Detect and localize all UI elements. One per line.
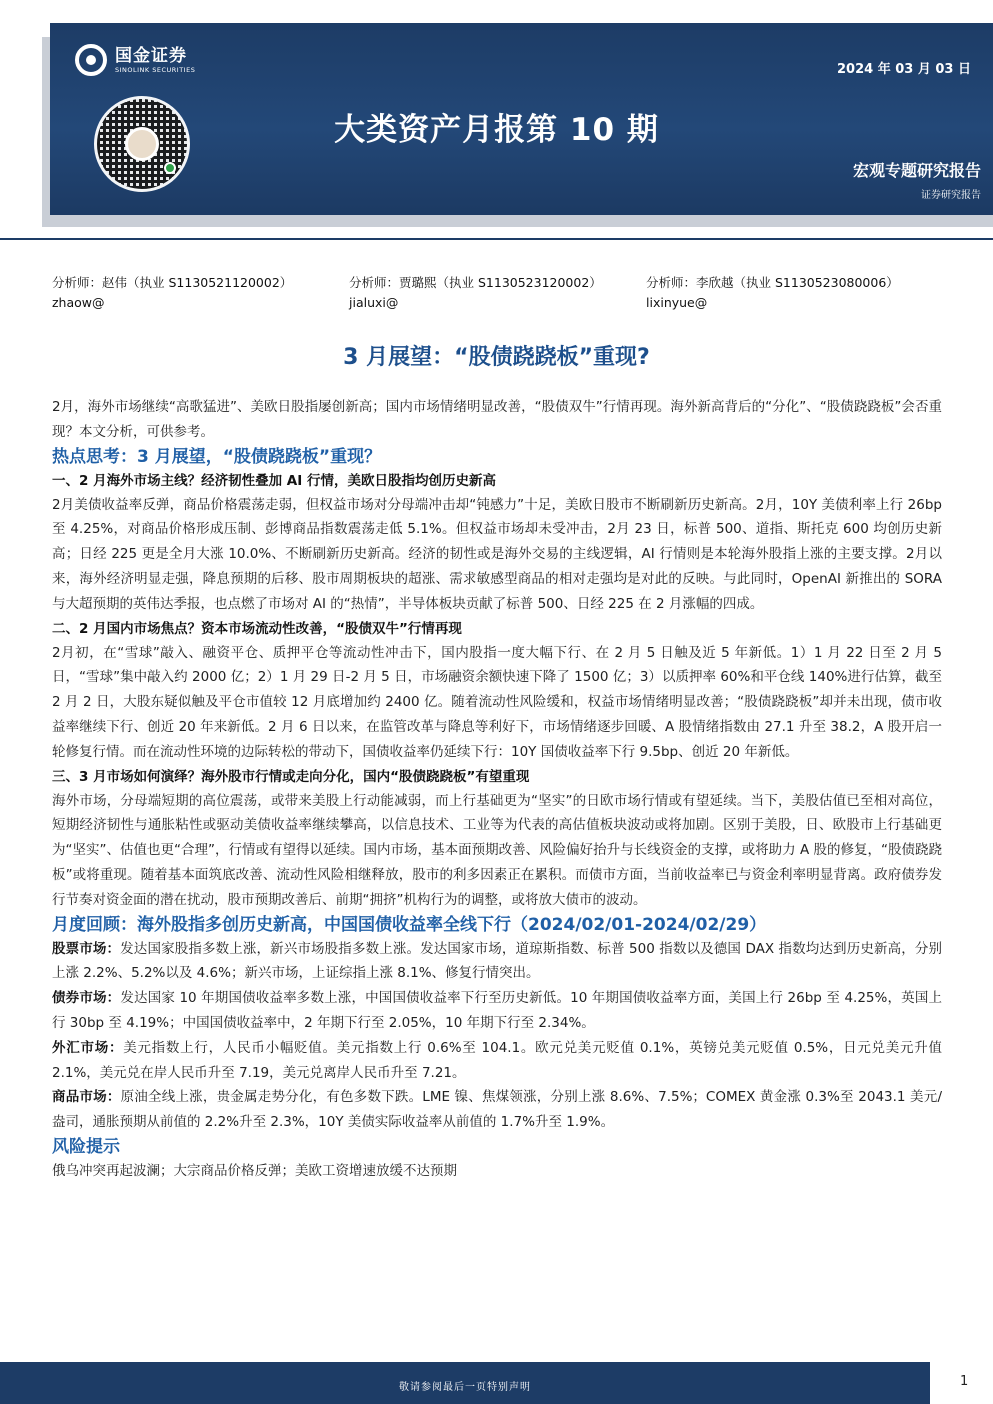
analyst-1	[52, 273, 292, 313]
review-text: 原油全线上涨，贵金属走势分化，有色多数下跌。LME 镍、焦煤领涨，分别上涨 8.6%、7.5%；COMEX 黄金涨 0.3%至 2043.1 美元/盎司，通胀预期从前值的 2.2%升至 2.3%，10Y 美债实际收益率从前值的 1.7%升至 1.9%。	[52, 1089, 942, 1131]
analyst-email: lixinyue@	[646, 295, 708, 310]
review-item-commodities	[52, 1085, 942, 1135]
header-rule	[0, 238, 993, 240]
report-body	[52, 395, 942, 1184]
report-subtype: 证券研究报告	[921, 190, 981, 201]
review-lead: 债券市场：	[52, 990, 121, 1007]
report-type: 宏观专题研究报告	[852, 161, 981, 180]
monthly-review-heading: 月度回顾：海外股指多创历史新高，中国国债收益率全线下行（2024/02/01-2024/02/29）	[52, 914, 767, 935]
risk-text: 俄乌冲突再起波澜；大宗商品价格反弹；美欧工资增速放缓不达预期	[52, 1162, 457, 1179]
review-lead: 股票市场：	[52, 940, 121, 957]
section-2-heading: 二、2 月国内市场焦点？资本市场流动性改善，“股债双牛”行情再现	[52, 620, 462, 637]
analyst-email: zhaow@	[52, 295, 105, 310]
review-text: 发达国家股指多数上涨，新兴市场股指多数上涨。发达国家市场，道琼斯指数、标普 500 指数以及德国 DAX 指数均达到历史新高，分别上涨 2.2%、5.2%以及 4.6%；新兴市场，上证综指上涨 8.1%、修复行情突出。	[52, 940, 942, 982]
review-text: 发达国家 10 年期国债收益率多数上涨，中国国债收益率下行至历史新低。10 年期国债收益率方面，美国上行 26bp 至 4.25%，英国上行 30bp 至 4.19%；中国国债收益率中，2 年期下行至 2.05%，10 年期下行至 2.34%。	[52, 990, 943, 1031]
intro-paragraph: 2月，海外市场继续“高歌猛进”、美欧日股指屡创新高；国内市场情绪明显改善，“股债双牛”行情再现。海外新高背后的“分化”、“股债跷跷板”会否重现？本文分析，可供参考。	[52, 399, 942, 440]
review-lead: 商品市场：	[52, 1089, 121, 1106]
section-1-heading: 一、2 月海外市场主线？经济韧性叠加 AI 行情，美欧日股指均创历史新高	[52, 472, 496, 489]
analyst-list	[52, 273, 952, 313]
mini-program-icon	[164, 162, 176, 174]
review-item-fx	[52, 1036, 942, 1086]
risk-heading: 风险提示	[52, 1136, 120, 1157]
page-number: 1	[960, 1374, 969, 1389]
footer-disclaimer: 敬请参阅最后一页特别声明	[399, 1382, 531, 1393]
analyst-2	[349, 273, 602, 313]
report-date: 2024 年 03 月 03 日	[837, 62, 971, 77]
document-title: 3 月展望：“股债跷跷板”重现?	[343, 345, 650, 370]
logo-icon	[75, 44, 107, 76]
analyst-info: 分析师：贾璐熙（执业 S1130523120002）	[349, 275, 602, 290]
analyst-info: 分析师：赵伟（执业 S1130521120002）	[52, 275, 293, 290]
logo-name-en: SINOLINK SECURITIES	[115, 65, 196, 74]
section-2-body: 2月初，在“雪球”敲入、融资平仓、质押平仓等流动性冲击下，国内股指一度大幅下行、在 2 月 5 日触及近 5 年新低。1）1 月 22 日至 2 月 5 日，“雪球”集中敲入约 2000 亿；2）1 月 29 日-2 月 5 日，市场融资余额快速下降了 1500 亿；3）以质押率 60%和平仓线 140%进行估算，截至 2 月 2 日，大股东疑似触及平仓市值较 12 月底增加约 2400 亿。随着流动性风险缓和，权益市场情绪明显改善；“股债跷跷板”却并未出现，债市收益率继续下行、创近 20 年来新低。2 月 6 日以来，在监管改革与降息等利好下，市场情绪逐步回暖、A 股情绪指数由 27.1 升至 38.2，A 股开启一轮修复行情。而在流动性环境的边际转松的带动下，国债收益率仍延续下行：10Y 国债收益率下行 9.5bp、创近 20 年新低。	[52, 644, 942, 760]
section-3-body: 海外市场，分母端短期的高位震荡，或带来美股上行动能减弱，而上行基础更为“坚实”的日欧市场行情或有望延续。当下，美股估值已至相对高位，短期经济韧性与通胀粘性或驱动美债收益率继续攀高，以信息技术、工业等为代表的高估值板块波动或将加剧。区别于美股，日、欧股市上行基础更为“坚实”、估值也更“合理”，行情或有望得以延续。国内市场，基本面预期改善、风险偏好抬升与长线资金的支撑，或将助力 A 股的修复，“股债跷跷板”或将重现。随着基本面筑底改善、流动性风险相继释放，股市的利多因素正在累积。而债市方面，当前收益率已与资金利率明显背离。政府债券发行节奏对资金面的潜在扰动，股市预期改善后、前期“拥挤”机构行为的调整，或将放大债市的波动。	[52, 792, 942, 908]
review-item-stocks	[52, 937, 942, 987]
section-1-body: 2月美债收益率反弹，商品价格震荡走弱，但权益市场对分母端冲击却“钝感力”十足，美欧日股市不断刷新历史新高。2月，10Y 美债利率上行 26bp 至 4.25%，对商品价格形成压制、彭博商品指数震荡走低 5.1%。但权益市场却未受冲击，2月 23 日，标普 500、道指、斯托克 600 均创历史新高；日经 225 更是全月大涨 10.0%、不断刷新历史新高。经济的韧性或是海外交易的主线逻辑，AI 行情则是本轮海外股指上涨的主要支撑。2月以来，海外经济明显走强，降息预期的后移、股市周期板块的超涨、需求敏感型商品的相对走强均是对此的反映。与此同时，OpenAI 新推出的 SORA 与大超预期的英伟达季报，也点燃了市场对 AI 的“热情”，半导体板块贡献了标普 500、日经 225 在 2 月涨幅的四成。	[52, 496, 942, 612]
review-item-bonds	[52, 986, 942, 1036]
section-3-heading: 三、3 月市场如何演绎？海外股市行情或走向分化，国内“股债跷跷板”有望重现	[52, 768, 530, 785]
company-logo	[75, 44, 195, 76]
analyst-info: 分析师：李欣越（执业 S1130523080006）	[646, 275, 899, 290]
logo-name-cn: 国金证券	[115, 45, 187, 66]
analyst-3	[646, 273, 899, 313]
review-text: 美元指数上行，人民币小幅贬值。美元指数上行 0.6%至 104.1。欧元兑美元贬值 0.1%，英镑兑美元贬值 0.5%，日元兑美元升值 2.1%，美元兑在岸人民币升至 7.19，美元兑离岸人民币升至 7.21。	[52, 1039, 943, 1081]
report-title: 大类资产月报第 10 期	[334, 112, 659, 148]
review-lead: 外汇市场：	[52, 1039, 124, 1056]
analyst-email: jialuxi@	[349, 295, 399, 310]
hot-topic-heading: 热点思考：3 月展望，“股债跷跷板”重现？	[52, 446, 382, 467]
